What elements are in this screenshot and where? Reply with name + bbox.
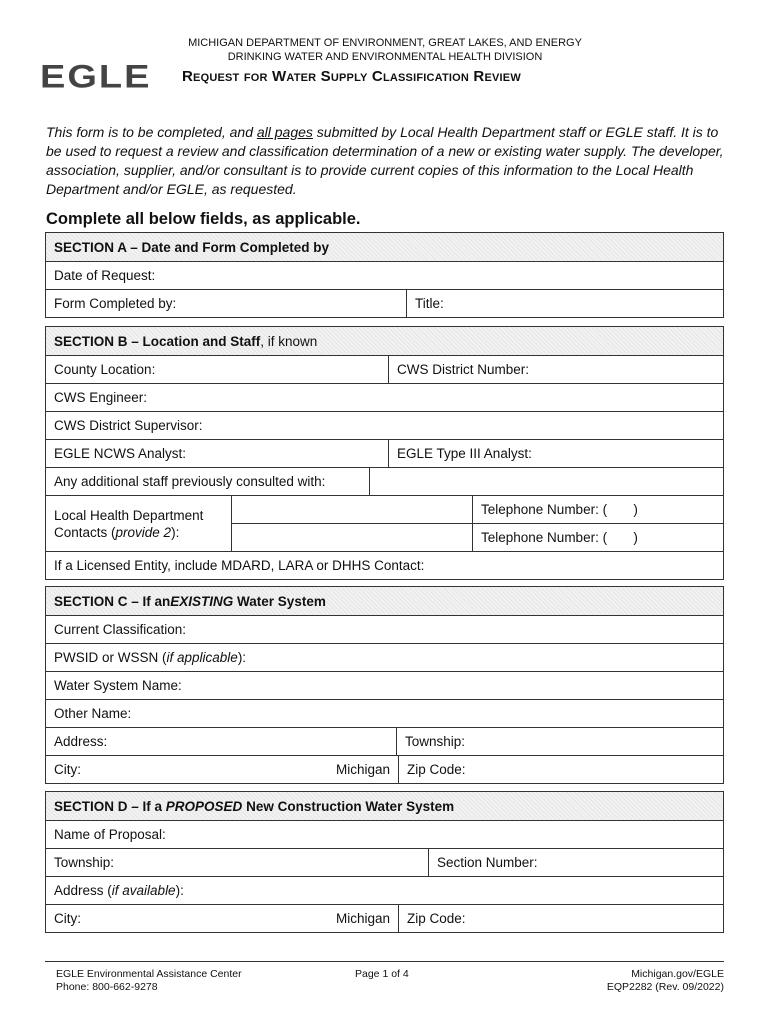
section-b-header: SECTION B – Location and Staff , if known bbox=[54, 333, 318, 349]
proposal-zip-code-field[interactable]: Zip Code: bbox=[398, 905, 723, 932]
section-c-header: SECTION C – If an EXISTING Water System bbox=[54, 593, 326, 609]
cws-district-supervisor-field[interactable]: CWS District Supervisor: bbox=[54, 418, 203, 433]
page-number: Page 1 of 4 bbox=[355, 968, 409, 980]
state-label: Michigan bbox=[335, 911, 390, 926]
telephone-2-field[interactable]: Telephone Number: ( ) bbox=[472, 524, 723, 551]
section-b bbox=[45, 326, 724, 580]
complete-heading: Complete all below fields, as applicable. bbox=[46, 210, 361, 228]
footer-divider bbox=[45, 961, 724, 962]
section-a bbox=[45, 232, 724, 318]
cws-engineer-field[interactable]: CWS Engineer: bbox=[54, 390, 148, 405]
state-label: Michigan bbox=[335, 762, 390, 777]
egle-type3-analyst-field[interactable]: EGLE Type III Analyst: bbox=[388, 440, 723, 467]
egle-ncws-analyst-field[interactable]: EGLE NCWS Analyst: bbox=[54, 446, 187, 461]
proposal-township-field[interactable]: Township: bbox=[54, 855, 115, 870]
zip-code-field[interactable]: Zip Code: bbox=[398, 756, 723, 783]
lhd-contact-2-field[interactable] bbox=[232, 524, 472, 551]
proposal-city-field[interactable]: City: Michigan bbox=[54, 911, 390, 926]
agency-name: MICHIGAN DEPARTMENT OF ENVIRONMENT, GREAT LAKES, AND ENERGY bbox=[188, 37, 582, 49]
footer-contact: EGLE Environmental Assistance Center Phone: 800-662-9278 bbox=[56, 968, 242, 993]
proposal-address-field[interactable]: Address ( if available ): bbox=[54, 883, 184, 898]
date-of-request-field[interactable]: Date of Request: bbox=[54, 268, 156, 283]
form-completed-by-field[interactable]: Form Completed by: bbox=[54, 296, 177, 311]
egle-logo: EGLE bbox=[40, 59, 152, 95]
lhd-contacts-label: Local Health Department Contacts (provide 2): bbox=[54, 507, 204, 540]
section-number-field[interactable]: Section Number: bbox=[428, 849, 723, 876]
additional-staff-field[interactable] bbox=[369, 468, 723, 495]
township-field[interactable]: Township: bbox=[396, 728, 723, 755]
other-name-field[interactable]: Other Name: bbox=[54, 706, 132, 721]
proposal-name-field[interactable]: Name of Proposal: bbox=[54, 827, 166, 842]
division-name: DRINKING WATER AND ENVIRONMENTAL HEALTH DIVISION bbox=[227, 51, 543, 63]
form-title: Request for Water Supply Classification Review bbox=[182, 68, 521, 85]
title-field[interactable]: Title: bbox=[406, 290, 723, 317]
city-field[interactable]: City: Michigan bbox=[54, 762, 390, 777]
cws-district-number-field[interactable]: CWS District Number: bbox=[388, 356, 723, 383]
section-d-header: SECTION D – If a PROPOSED New Construction Water System bbox=[54, 798, 455, 814]
current-classification-field[interactable]: Current Classification: bbox=[54, 622, 187, 637]
address-field[interactable]: Address: bbox=[54, 734, 108, 749]
lhd-contact-1-field[interactable] bbox=[232, 496, 472, 523]
pwsid-field[interactable]: PWSID or WSSN ( if applicable ): bbox=[54, 650, 247, 665]
water-system-name-field[interactable]: Water System Name: bbox=[54, 678, 182, 693]
intro-text: This form is to be completed, and all pages submitted by Local Health Department staff or EGLE staff. It is to be used to request a review and classification determination of a new or existing water supply. The developer, association, supplier, and/or consultant is to provide current copies of this information to the Local Health Department and/or EGLE, as requested. bbox=[46, 124, 724, 197]
licensed-entity-contact-field[interactable]: If a Licensed Entity, include MDARD, LARA or DHHS Contact: bbox=[54, 558, 425, 573]
section-a-header: SECTION A – Date and Form Completed by bbox=[54, 239, 330, 255]
section-c bbox=[45, 586, 724, 784]
telephone-1-field[interactable]: Telephone Number: ( ) bbox=[472, 496, 723, 523]
footer-form-id: Michigan.gov/EGLE EQP2282 (Rev. 09/2022) bbox=[606, 968, 724, 993]
section-d bbox=[45, 791, 724, 933]
county-location-field[interactable]: County Location: bbox=[54, 362, 156, 377]
additional-staff-label: Any additional staff previously consulted with: bbox=[54, 474, 326, 489]
